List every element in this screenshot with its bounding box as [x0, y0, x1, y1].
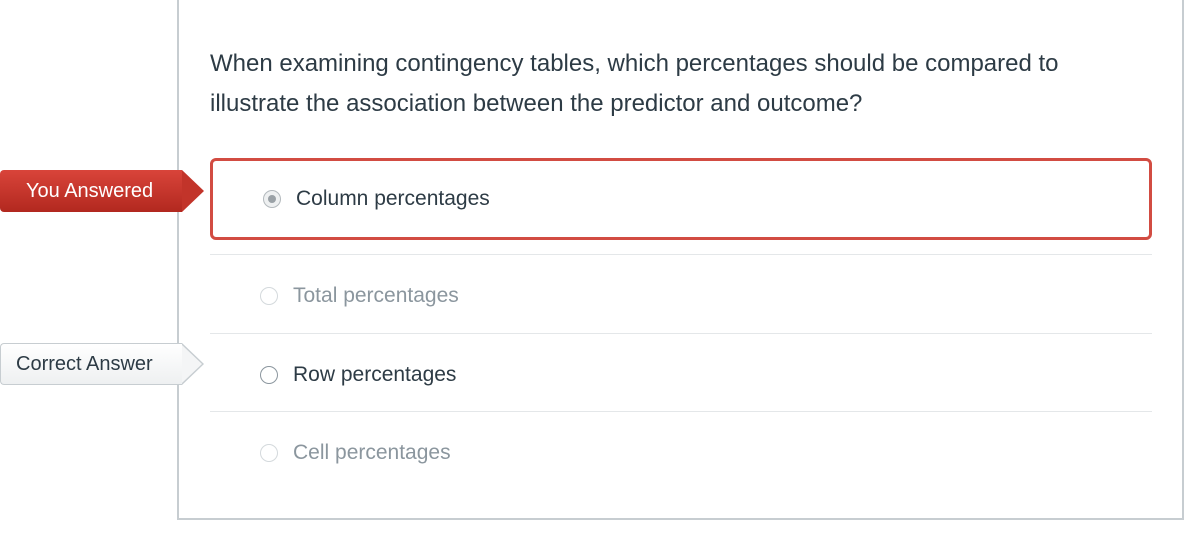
you-answered-arrow-icon: [182, 170, 204, 212]
radio-icon[interactable]: [260, 366, 278, 384]
answer-label: Column percentages: [296, 187, 490, 210]
answer-label: Row percentages: [293, 363, 457, 386]
answer-option-correct[interactable]: [210, 336, 1152, 414]
radio-icon[interactable]: [260, 444, 278, 462]
answer-option-selected[interactable]: [210, 158, 1152, 240]
you-answered-tag: [0, 170, 204, 212]
radio-icon[interactable]: [260, 287, 278, 305]
question-text: When examining contingency tables, which percentages should be compared to illustrate the association between the predictor and outcome?: [210, 50, 1059, 117]
you-answered-label: You Answered: [0, 170, 182, 212]
answer-label: Total percentages: [293, 284, 459, 307]
answer-option[interactable]: [210, 414, 1152, 492]
answer-divider: [210, 411, 1152, 412]
answer-divider: [210, 254, 1152, 255]
answer-option[interactable]: [210, 257, 1152, 335]
answer-label: Cell percentages: [293, 441, 451, 464]
correct-answer-arrow-icon: [182, 343, 204, 385]
radio-selected-icon[interactable]: [263, 190, 281, 208]
correct-answer-label: Correct Answer: [0, 343, 182, 385]
answer-divider: [210, 333, 1152, 334]
correct-answer-tag: [0, 343, 204, 385]
